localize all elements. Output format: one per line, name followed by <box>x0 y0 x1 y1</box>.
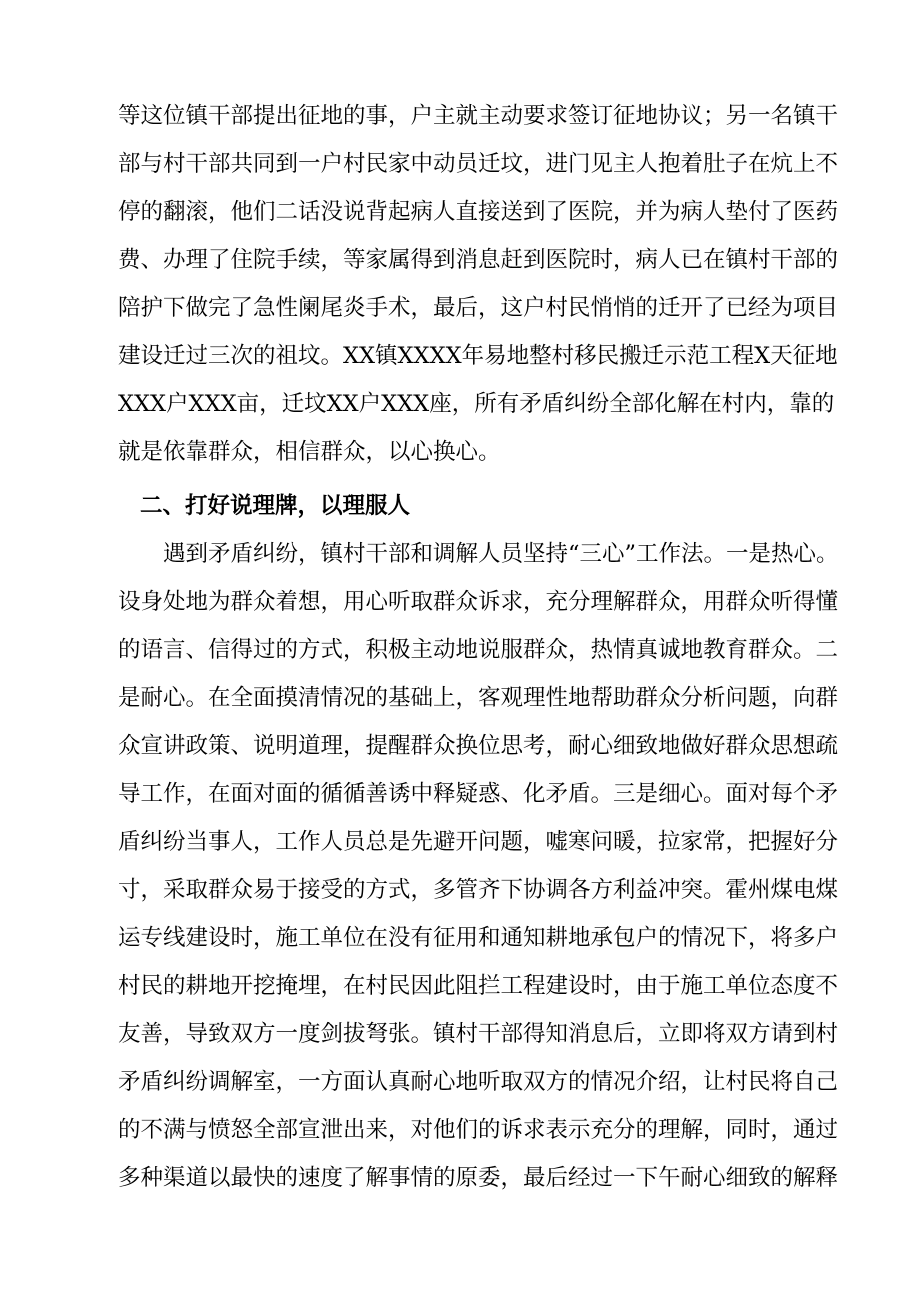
paragraph-line: 友善，导致双方一度剑拔弩张。镇村干部得知消息后，立即将双方请到村 <box>118 1021 839 1047</box>
paragraph-line: XXX户XXX亩，迁坟XX户XXX座，所有矛盾纠纷全部化解在村内，靠的 <box>118 391 835 417</box>
paragraph-line: 陪护下做完了急性阑尾炎手术，最后，这户村民悄悄的迁开了已经为项目 <box>118 295 839 321</box>
paragraph-line: 等这位镇干部提出征地的事，户主就主动要求签订征地协议；另一名镇干 <box>118 103 839 129</box>
paragraph-line: 的不满与愤怒全部宣泄出来，对他们的诉求表示充分的理解，同时，通过 <box>118 1117 839 1143</box>
paragraph-line: 停的翻滚，他们二话没说背起病人直接送到了医院，并为病人垫付了医药 <box>118 199 839 225</box>
paragraph-line: 建设迁过三次的祖坟。XX镇XXXX年易地整村移民搬迁示范工程X天征地 <box>118 343 838 369</box>
paragraph-line: 部与村干部共同到一户村民家中动员迁坟，进门见主人抱着肚子在炕上不 <box>118 151 839 177</box>
paragraph-line: 设身处地为群众着想，用心听取群众诉求，充分理解群众，用群众听得懂 <box>118 589 839 615</box>
paragraph-line: 寸，采取群众易于接受的方式，多管齐下协调各方利益冲突。霍州煤电煤 <box>118 877 839 903</box>
paragraph-line: 的语言、信得过的方式，积极主动地说服群众，热情真诚地教育群众。二 <box>118 637 839 663</box>
paragraph-line: 导工作，在面对面的循循善诱中释疑惑、化矛盾。三是细心。面对每个矛 <box>118 781 839 807</box>
paragraph-line: 运专线建设时，施工单位在没有征用和通知耕地承包户的情况下，将多户 <box>118 925 839 951</box>
paragraph-line: 是耐心。在全面摸清情况的基础上，客观理性地帮助群众分析问题，向群 <box>118 685 839 711</box>
paragraph-line: 盾纠纷当事人，工作人员总是先避开问题，嘘寒问暖，拉家常，把握好分 <box>118 829 839 855</box>
paragraph-line: 费、办理了住院手续，等家属得到消息赶到医院时，病人已在镇村干部的 <box>118 247 839 273</box>
paragraph-line: 矛盾纠纷调解室，一方面认真耐心地听取双方的情况介绍，让村民将自己 <box>118 1069 839 1095</box>
paragraph-line: 众宣讲政策、说明道理，提醒群众换位思考，耐心细致地做好群众思想疏 <box>118 733 839 759</box>
paragraph-line: 多种渠道以最快的速度了解事情的原委，最后经过一下午耐心细致的解释 <box>118 1165 839 1191</box>
paragraph-line: 遇到矛盾纠纷，镇村干部和调解人员坚持“三心”工作法。一是热心。 <box>163 541 839 567</box>
paragraph-line: 村民的耕地开挖掩埋，在村民因此阻拦工程建设时，由于施工单位态度不 <box>118 973 839 999</box>
section-heading: 二、打好说理牌，以理服人 <box>140 493 411 519</box>
paragraph-line: 就是依靠群众，相信群众，以心换心。 <box>118 439 501 465</box>
